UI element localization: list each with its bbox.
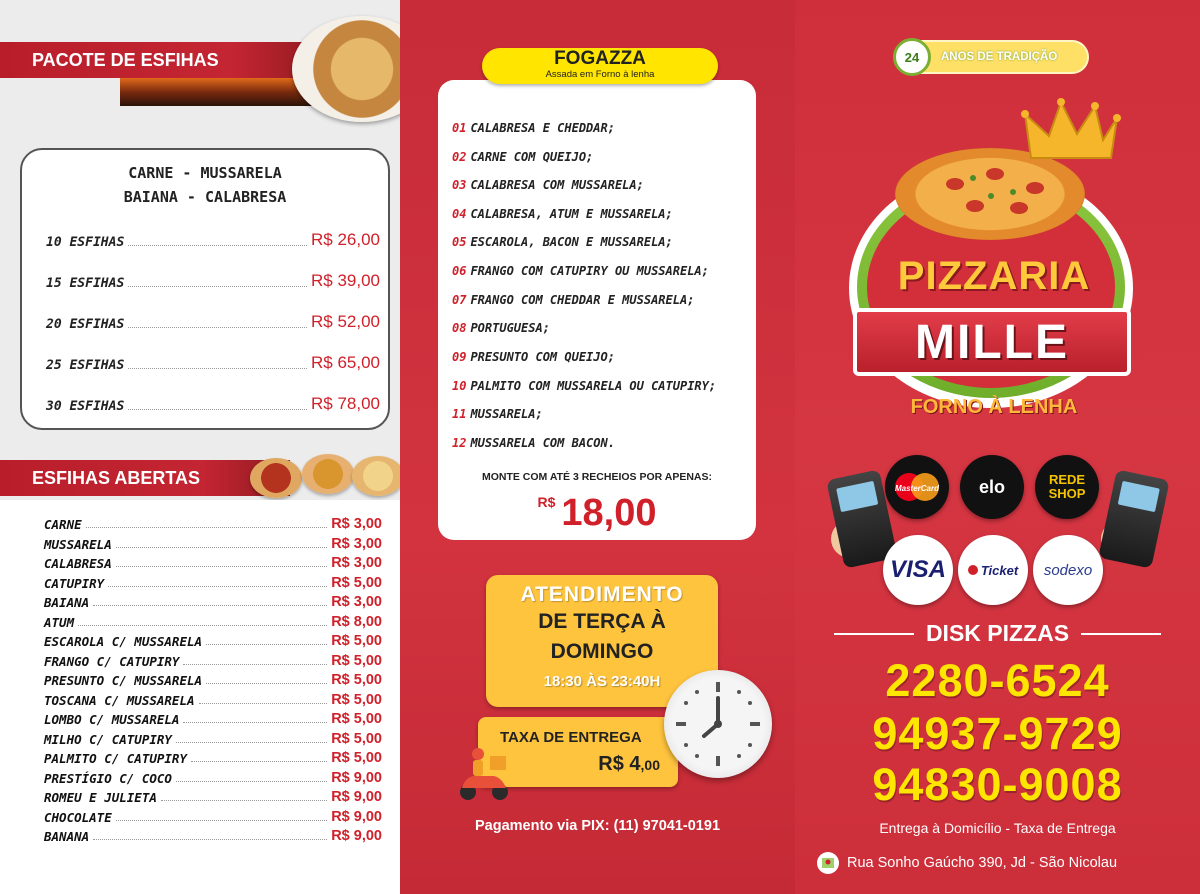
delivery-scooter-icon — [454, 744, 514, 809]
fogazza-item: 10 PALMITO COM MUSSARELA OU CATUPIRY; — [452, 379, 717, 393]
fogazza-item: 03 CALABRESA COM MUSSARELA; — [452, 178, 644, 192]
pix-text: Pagamento via PIX: (11) 97041-0191 — [474, 818, 721, 834]
fogazza-subtitle: Assada em Forno à lenha — [545, 69, 655, 80]
fire-image — [120, 78, 320, 106]
entrega-text: Entrega à Domicílio - Taxa de Entrega — [879, 820, 1116, 836]
esfiha-image — [352, 456, 404, 496]
fogazza-item: 12 MUSSARELA COM BACON. — [452, 436, 615, 450]
pacote-row: 10 ESFIHAS R$ 26,00 — [46, 230, 380, 250]
logo-pizzaria: PIZZARIA — [897, 254, 1091, 298]
list-item: MILHO C/ CATUPIRY R$ 5,00 — [44, 731, 382, 747]
list-item: CARNE R$ 3,00 — [44, 516, 382, 532]
fogazza-item: 01 CALABRESA E CHEDDAR; — [452, 121, 615, 135]
list-item: LOMBO C/ MUSSARELA R$ 5,00 — [44, 711, 382, 727]
fogazza-item: 02 CARNE COM QUEIJO; — [452, 150, 594, 164]
phone-number[interactable]: 2280-6524 — [885, 655, 1110, 706]
svg-text:MasterCard: MasterCard — [894, 484, 940, 493]
pacote-row: 20 ESFIHAS R$ 52,00 — [46, 312, 380, 332]
fogazza-title-pill — [482, 48, 718, 84]
crown-icon — [1021, 96, 1121, 171]
disk-pizzas-header — [795, 620, 1200, 647]
fogazza-item: 08 PORTUGUESA; — [452, 321, 550, 335]
list-item: MUSSARELA R$ 3,00 — [44, 536, 382, 552]
list-item: PRESTÍGIO C/ COCO R$ 9,00 — [44, 770, 382, 786]
list-item: BAIANA R$ 3,00 — [44, 594, 382, 610]
monte-text: MONTE COM ATÉ 3 RECHEIOS POR APENAS: — [481, 471, 713, 483]
logo-mille-banner — [853, 308, 1131, 376]
phone-number[interactable]: 94830-9008 — [872, 759, 1123, 810]
pacote-row: 25 ESFIHAS R$ 65,00 — [46, 353, 380, 373]
ticket-logo: Ticket — [958, 535, 1028, 605]
left-panel — [0, 0, 400, 894]
list-item: PRESUNTO C/ MUSSARELA R$ 5,00 — [44, 672, 382, 688]
fogazza-item: 04 CALABRESA, ATUM E MUSSARELA; — [452, 207, 673, 221]
fogazza-item: 09 PRESUNTO COM QUEIJO; — [452, 350, 615, 364]
monte-price — [438, 492, 756, 535]
abertas-title: ESFIHAS ABERTAS — [0, 460, 290, 496]
abertas-list — [0, 500, 400, 894]
monte-currency: R$ — [537, 494, 556, 510]
list-item: FRANGO C/ CATUPIRY R$ 5,00 — [44, 653, 382, 669]
fogazza-item: 07 FRANGO COM CHEDDAR E MUSSARELA; — [452, 293, 695, 307]
fogazza-title: FOGAZZA — [554, 48, 646, 69]
list-item: ATUM R$ 8,00 — [44, 614, 382, 630]
address — [817, 852, 1117, 874]
taxa-value: R$ 4,00 — [598, 753, 660, 775]
flavors-line-2: BAIANA - CALABRESA — [123, 188, 287, 206]
fogazza-item: 05 ESCAROLA, BACON E MUSSARELA; — [452, 235, 673, 249]
atendimento-line-2: DE TERÇA À — [538, 610, 666, 633]
flavors-line-1: CARNE - MUSSARELA — [128, 164, 282, 182]
pacote-row: 15 ESFIHAS R$ 39,00 — [46, 271, 380, 291]
list-item: ROMEU E JULIETA R$ 9,00 — [44, 789, 382, 805]
list-item: CHOCOLATE R$ 9,00 — [44, 809, 382, 825]
list-item: CATUPIRY R$ 5,00 — [44, 575, 382, 591]
visa-logo: VISA — [883, 535, 953, 605]
esfiha-image — [250, 458, 302, 498]
atendimento-line-1: ATENDIMENTO — [520, 583, 684, 606]
redeshop-logo: REDE SHOP — [1035, 455, 1099, 519]
fogazza-item: 06 FRANGO COM CATUPIRY OU MUSSARELA; — [452, 264, 709, 278]
fogazza-item: 11 MUSSARELA; — [452, 407, 543, 421]
address-text: Rua Sonho Gaúcho 390, Jd - São Nicolau — [847, 855, 1118, 871]
pacote-row: 30 ESFIHAS R$ 78,00 — [46, 394, 380, 414]
list-item: CALABRESA R$ 3,00 — [44, 555, 382, 571]
middle-panel — [400, 0, 795, 894]
pizzaria-logo — [843, 96, 1153, 436]
list-item: ESCAROLA C/ MUSSARELA R$ 5,00 — [44, 633, 382, 649]
disk-title: DISK PIZZAS — [925, 620, 1070, 646]
elo-logo: elo — [960, 455, 1024, 519]
taxa-label: TAXA DE ENTREGA — [500, 729, 642, 746]
pacote-box — [20, 148, 390, 430]
esfiha-image — [302, 454, 354, 494]
badge-text: ANOS DE TRADIÇÃO — [941, 51, 1058, 63]
sodexo-logo: sodexo — [1033, 535, 1103, 605]
tradition-badge — [895, 40, 1089, 74]
list-item: TOSCANA C/ MUSSARELA R$ 5,00 — [44, 692, 382, 708]
logo-forno: FORNO À LENHA — [910, 396, 1078, 418]
badge-number: 24 — [893, 38, 931, 76]
list-item: BANANA R$ 9,00 — [44, 828, 382, 844]
list-item: PALMITO C/ CATUPIRY R$ 5,00 — [44, 750, 382, 766]
card-terminal-icon — [1098, 469, 1170, 568]
mastercard-logo — [885, 455, 949, 519]
atendimento-hours: 18:30 ÀS 23:40H — [543, 673, 661, 690]
pacote-title: PACOTE DE ESFIHAS — [0, 42, 330, 78]
right-panel — [795, 0, 1200, 894]
phone-number[interactable]: 94937-9729 — [872, 708, 1123, 759]
atendimento-line-3: DOMINGO — [550, 640, 654, 663]
map-pin-icon — [817, 852, 839, 874]
logo-mille: MILLE — [915, 315, 1069, 369]
monte-amount: 18,00 — [561, 492, 657, 534]
clock-icon — [664, 670, 772, 778]
